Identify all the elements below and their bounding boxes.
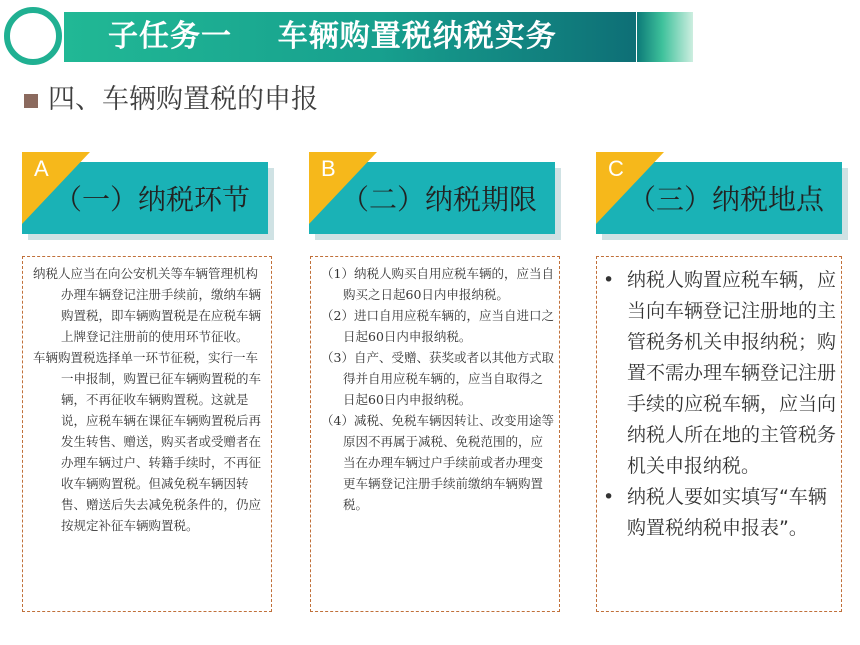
location-item-text: 纳税人要如实填写“车辆购置税纳税申报表”。 (627, 486, 827, 539)
location-item (597, 482, 837, 544)
deadline-item: （4）减税、免税车辆因转让、改变用途等原因不再属于减税、免税范围的，应当在办理车辆过户手续前或者办理变更车辆登记注册手续前缴纳车辆购置税。 (321, 413, 554, 512)
panel-collection-stage (22, 256, 272, 612)
location-item (597, 265, 837, 482)
panel-paragraph: 纳税人应当在向公安机关等车辆管理机构办理车辆登记注册手续前，缴纳车辆购置税，即车辆购置税是在应税车辆上牌登记注册前的使用环节征收。 (33, 266, 262, 344)
step-label: （三）纳税地点 (628, 184, 825, 215)
panel-filing-deadline (310, 256, 560, 612)
section-title: 四、车辆购置税的申报 (48, 84, 318, 115)
step-header-c (596, 156, 848, 234)
location-item-text: 纳税人购置应税车辆，应当向车辆登记注册地的主管税务机关申报纳税；购置不需办理车辆登记注册手续的应税车辆，应当向纳税人所在地的主管税务机关申报纳税。 (627, 269, 837, 477)
step-header-b (309, 156, 561, 234)
section-bullet-icon (24, 94, 38, 108)
step-letter: A (34, 156, 49, 181)
step-label: （一）纳税环节 (54, 184, 251, 215)
panel-filing-location (596, 256, 842, 612)
step-letter: B (321, 156, 336, 181)
bullet-icon: • (603, 269, 615, 291)
step-header-a (22, 156, 274, 234)
deadline-item: （1）纳税人购买自用应税车辆的，应当自购买之日起60日内申报纳税。 (321, 266, 554, 302)
header-circle-logo (4, 7, 62, 65)
step-letter: C (608, 156, 624, 181)
location-list (597, 265, 837, 544)
deadline-item: （2）进口自用应税车辆的，应当自进口之日起60日内申报纳税。 (321, 308, 554, 344)
deadline-item: （3）自产、受赠、获奖或者以其他方式取得并自用应税车辆的，应当自取得之日起60日内申报纳税。 (321, 350, 554, 407)
title-decoration-block (637, 12, 693, 62)
bullet-icon: • (603, 486, 615, 508)
panel-paragraph: 车辆购置税选择单一环节征税，实行一车一申报制，购置已征车辆购置税的车辆，不再征收车辆购置税。这就是说，应税车辆在课征车辆购置税后再发生转售、赠送，购买者或受赠者在办理车辆过户、转籍手续时，不再征收车辆购置税。但减免税车辆因转售、赠送后失去减免税条件的，仍应按规定补征车辆购置税。 (33, 350, 262, 533)
step-label: （二）纳税期限 (341, 184, 538, 215)
page-title: 子任务一 车辆购置税纳税实务 (108, 19, 557, 54)
